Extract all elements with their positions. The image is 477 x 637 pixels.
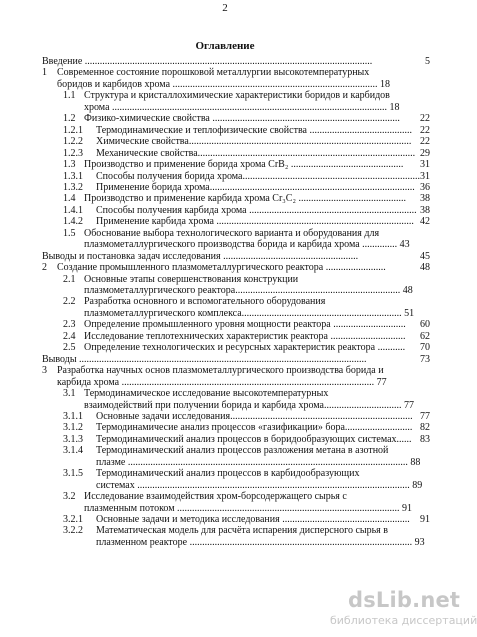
toc-entry[interactable]: [0, 342, 450, 353]
toc-entry-continuation: карбида хрома ..................................................................................................... 77: [57, 376, 387, 388]
toc-entry-continuation: взаимодействий при получении борида и карбида хрома............................... 77: [84, 399, 414, 411]
toc-entry-continuation: плазмометаллургического реактора.................................................................. 48: [84, 285, 413, 296]
toc-entry[interactable]: [0, 422, 450, 433]
watermark-tagline: библиотека диссертаций: [330, 614, 477, 627]
toc-entry-page: 60: [420, 319, 430, 331]
toc-entry-number: 1.3.2: [63, 181, 83, 193]
toc-entry-title: Термодинамический анализ процессов в боридообразующих системах......: [96, 433, 412, 445]
toc-entry-continuation: плазменным потоком ......................................................................................... 91: [84, 502, 413, 514]
toc-entry-continuation: плазмометаллургического производства борида и карбида хрома .............. 43: [84, 239, 410, 251]
toc-entry-title: Основные задачи и методика исследования ...................................................: [96, 514, 410, 525]
toc-entry[interactable]: [0, 171, 450, 182]
toc-entry[interactable]: [0, 445, 450, 456]
toc-entry[interactable]: [0, 67, 450, 78]
toc-entry-title: Структура и кристаллохимические характеристики боридов и карбидов: [84, 90, 390, 102]
toc-entry[interactable]: [0, 411, 450, 422]
toc-entry-title: Физико-химические свойства ...........................................................................: [84, 113, 400, 125]
toc-entry-page: 5: [425, 56, 430, 67]
toc-entry-number: 1.4.2: [63, 216, 83, 228]
toc-entry[interactable]: [0, 56, 450, 67]
toc-entry-title: Производство и применение карбида хрома Cr₃C₂ ...........................................: [84, 193, 406, 205]
toc-entry-number: 1.4.1: [63, 204, 83, 216]
toc-entry-number: 1.2.2: [63, 136, 83, 148]
toc-entry[interactable]: [0, 251, 450, 262]
toc-entry[interactable]: [0, 90, 450, 101]
toc-entry-page: 42: [420, 216, 430, 228]
toc-entry-title: Определение промышленного уровня мощности реактора .............................: [84, 319, 406, 331]
toc-entry-page: 91: [420, 514, 430, 525]
toc-entry-continuation: плазме ................................................................................................................ 88: [96, 456, 421, 468]
toc-entry-title: Математическая модель для расчёта испарения дисперсного сырья в: [96, 525, 388, 537]
toc-entry-number: 3.2.2: [63, 525, 83, 537]
toc-entry[interactable]: [0, 491, 450, 502]
toc-entry-page: 70: [420, 342, 430, 354]
toc-entry-continuation: боридов и карбидов хрома .................................................................................. 18: [57, 78, 391, 90]
toc-entry-number: 2.4: [63, 330, 76, 342]
watermark-logo: dsLib.net: [348, 588, 461, 612]
toc-entry-page: 22: [420, 124, 430, 136]
toc-entry-number: 2.1: [63, 273, 76, 285]
toc-entry[interactable]: [0, 434, 450, 445]
toc-entry-page: 38: [420, 204, 430, 216]
toc-entry-title: Современное состояние порошковой металлургии высокотемпературных: [57, 67, 370, 79]
toc-entry-page: 77: [420, 410, 430, 422]
toc-entry-page: 31: [420, 159, 430, 171]
toc-entry-number: 3.1.5: [63, 468, 83, 480]
toc-entry[interactable]: [0, 205, 450, 216]
toc-entry-page: 82: [420, 422, 430, 434]
toc-entry-number: 3: [42, 365, 47, 377]
toc-entry-number: 1: [42, 67, 47, 79]
toc-entry-number: 2.5: [63, 342, 76, 354]
toc-entry-title: Способы получения борида хрома.......................................................................: [96, 170, 420, 182]
toc-entry-continuation: плазменном реакторе ......................................................................................... 93: [96, 536, 425, 548]
toc-entry-title: Способы получения карбида хрома ...................................................................: [96, 204, 417, 216]
toc-entry[interactable]: [0, 125, 450, 136]
toc-entry-number: 1.3.1: [63, 170, 83, 182]
toc-entry[interactable]: [0, 468, 450, 479]
toc-entry-number: 3.1.3: [63, 433, 83, 445]
toc-entry-page: 83: [420, 433, 430, 445]
toc-entry-number: 2.2: [63, 296, 76, 308]
toc-entry-page: 22: [420, 136, 430, 148]
toc-entry-title: Термодинамическое исследование высокотемпературных: [84, 388, 329, 400]
toc-entry-number: 3.1.2: [63, 422, 83, 434]
toc-entry[interactable]: [0, 216, 450, 227]
toc-entry-number: 1.2.3: [63, 147, 83, 159]
toc-entry-page: 48: [420, 262, 430, 274]
toc-entry-page: 38: [420, 193, 430, 205]
toc-entry-title: Создание промышленного плазмометаллургического реактора ........................: [57, 262, 386, 274]
toc-entry-number: 1.2.1: [63, 124, 83, 136]
toc-entry-title: Производство и применение борида хрома CrB₂ .............................................: [84, 159, 404, 171]
toc-entry[interactable]: [0, 262, 450, 273]
toc-entry-title: Выводы ...................................................................................................................: [42, 353, 367, 365]
toc-entry-page: 31: [420, 170, 430, 182]
toc-entry[interactable]: [0, 113, 450, 124]
toc-entry-title: Исследование взаимодействия хром-борсодержащего сырья с: [84, 491, 347, 503]
toc-entry[interactable]: [0, 354, 450, 365]
toc-entry-title: Введение ...................................................................................................................: [42, 56, 373, 67]
toc-entry-title: Основные задачи исследования.........................................................................: [96, 410, 413, 422]
toc-entry-number: 3.1: [63, 388, 76, 400]
toc-entry[interactable]: [0, 228, 450, 239]
toc-entry-number: 3.1.4: [63, 445, 83, 457]
toc-entry-number: 3.1.1: [63, 410, 83, 422]
toc-entry-title: Термодинамичесие анализ процессов «газификации» бора...........................: [96, 422, 413, 434]
toc-entry-continuation: плазмометаллургического комплекса................................................................ 51: [84, 307, 415, 319]
toc-entry-number: 2.3: [63, 319, 76, 331]
toc-entry-continuation: системах ............................................................................................................. 89: [96, 479, 423, 491]
toc-entry-page: 62: [420, 330, 430, 342]
toc-entry-number: 3.2: [63, 491, 76, 503]
toc-entry-page: 45: [420, 250, 430, 262]
toc-entry-title: Применение карбида хрома ...............................................................................: [96, 216, 414, 228]
toc-entry-number: 1.3: [63, 159, 76, 171]
toc-entry[interactable]: [0, 193, 450, 204]
toc-entry[interactable]: [0, 148, 450, 159]
toc-entry[interactable]: [0, 525, 450, 536]
toc-entry-number: 3.2.1: [63, 514, 83, 525]
toc-entry-title: Разработка основного и вспомогательного оборудования: [84, 296, 326, 308]
toc-entry-title: Термодинамический анализ процессов разложения метана в азотной: [96, 445, 389, 457]
toc-entry-title: Механические свойства.......................................................................................: [96, 147, 416, 159]
toc-entry[interactable]: [0, 388, 450, 399]
toc-entry[interactable]: [0, 296, 450, 307]
toc-entry-number: 1.5: [63, 227, 76, 239]
toc-entry-continuation: хрома .............................................................................................................. 18: [84, 101, 400, 113]
toc-entry[interactable]: [0, 331, 450, 342]
toc-title: Оглавление: [195, 40, 255, 52]
toc-entry-title: Определение технологических и ресурсных характеристик реактора ...........: [84, 342, 406, 354]
toc-entry-page: 22: [420, 113, 430, 125]
toc-entry[interactable]: [0, 514, 450, 525]
toc-entry-title: Основные этапы совершенствования конструкции: [84, 273, 299, 285]
toc-entry[interactable]: [0, 182, 450, 193]
page-number: 2: [222, 2, 228, 14]
toc-entry-title: Разработка научных основ плазмометаллургического производства борида и: [57, 365, 384, 377]
toc-entry[interactable]: [0, 319, 450, 330]
toc-entry-number: 2: [42, 262, 47, 274]
toc-entry[interactable]: [0, 365, 450, 376]
toc-entry-page: 36: [420, 181, 430, 193]
toc-entry[interactable]: [0, 159, 450, 170]
toc-entry-number: 1.2: [63, 113, 76, 125]
toc-entry-page: 73: [420, 353, 430, 365]
toc-entry-page: 29: [420, 147, 430, 159]
toc-entry-number: 1.4: [63, 193, 76, 205]
toc-entry-title: Применение борида хрома..................................................................................: [96, 181, 415, 193]
toc-entry-title: Выводы и постановка задач исследования ......................................................: [42, 250, 359, 262]
toc-entry[interactable]: [0, 274, 450, 285]
toc-entry-title: Обоснование выбора технологического варианта и оборудования для: [84, 227, 380, 239]
toc-entry-title: Термодинамический анализ процессов в карбидообразующих: [96, 468, 360, 480]
watermark: [330, 588, 477, 632]
toc-entry-title: Исследование теплотехнических характеристик реактора ..............................: [84, 330, 406, 342]
toc-entry-title: Химические свойства.........................................................................................: [96, 136, 412, 148]
toc-entry[interactable]: [0, 136, 450, 147]
toc-entry-title: Термодинамические и теплофизические свойства .........................................: [96, 124, 412, 136]
toc-entry-number: 1.1: [63, 90, 76, 102]
